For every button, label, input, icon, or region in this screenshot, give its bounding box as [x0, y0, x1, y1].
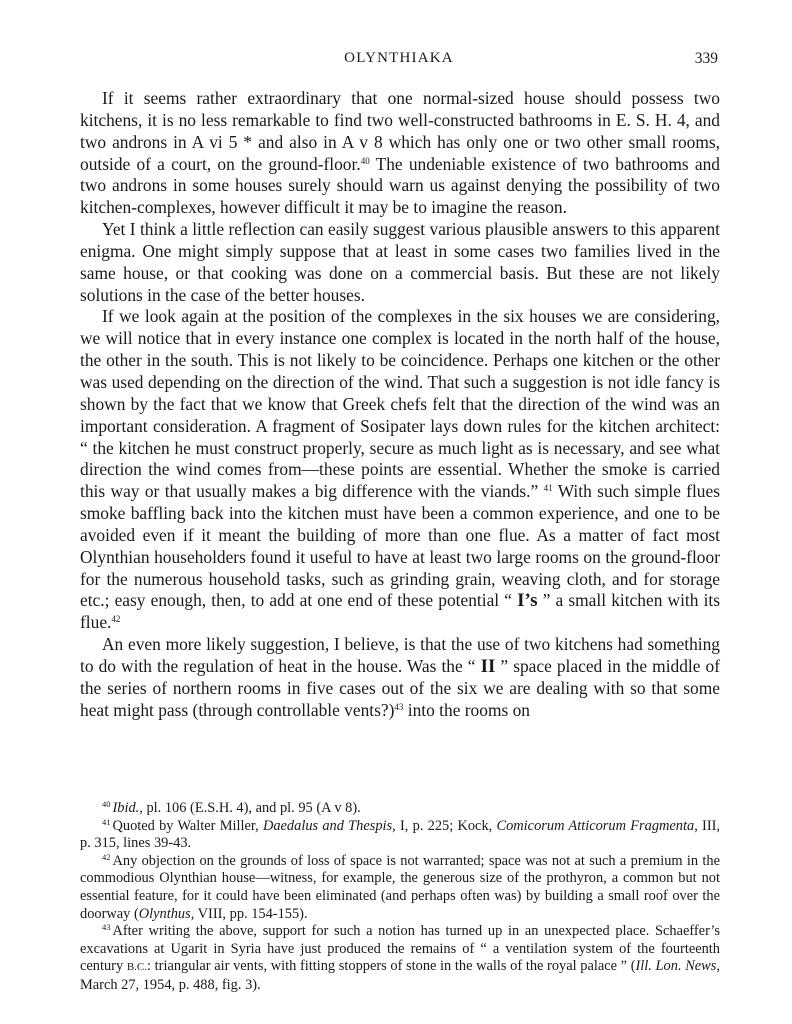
paragraph-4	[80, 634, 720, 721]
paragraph-1-end: The undeniable existence of two bathrooms and two androns in some houses surely should warn us against denying the possibility of two kitchen-complexes, however difficult it may be to imagine the reason.	[80, 153, 720, 218]
footnote-40	[80, 800, 720, 818]
footnote-40-text: , pl. 106 (E.S.H. 4), and pl. 95 (A v 8).	[139, 800, 361, 816]
footnote-43	[80, 923, 720, 994]
footnotes	[80, 800, 720, 995]
running-title: OLYNTHIAKA	[344, 50, 454, 66]
paragraph-2: Yet I think a little reflection can easily suggest various plausible answers to this apparent enigma. One might simply suppose that at least in some cases two families lived in the same house, or that cooking was done on a commercial basis. But these are not likely solutions in the case of the better houses.	[80, 219, 720, 305]
paragraph-3-mid: With such simple flues smoke baffling back into the kitchen must have been a common experience, and one to be avoided even if it meant the building of more than one flue. As a matter of fact most Olynthian householders found it useful to have at least two large rooms on the ground-floor for the numerous household tasks, such as grinding grain, weaving cloth, and for storage etc.; easy enough, then, to add at one end of these potential “	[80, 481, 720, 611]
paragraph-1	[80, 88, 720, 219]
footnote-41-number: 41	[102, 816, 111, 827]
footnote-ref-40: 40	[360, 155, 370, 166]
footnote-40-ibid: Ibid.	[112, 800, 140, 816]
footnote-43-text-a: After writing the above, support for such a notion has turned up in an unexpected place. Schaeffer’s excavations at Ugarit in Syria have just produced the remains of “ a ventilation system of the fourteenth century	[80, 923, 720, 975]
footnote-41-title-2: Comicorum Atticorum Fragmenta	[496, 817, 695, 834]
footnote-42-text-a: Any objection on the grounds of loss of space is not warranted; space was not at such a premium in the commodious Olynthian house—witness, for example, the generous size of the prothyron, a common but not essential feature, for it could have been eliminated (and perhaps often was) by building a small roof over the doorway (	[80, 852, 720, 922]
page-number: 339	[694, 50, 718, 67]
paragraph-3-text: If we look again at the position of the complexes in the six houses we are considering, we will notice that in every instance one complex is located in the north half of the house, the other in the south. This is not likely to be coincidence. Perhaps one kitchen or the other was used depending on the direction of the wind. That such a suggestion is not idle fancy is shown by the fact that we know that Greek chefs felt that the direction of the wind was an important consideration. A fragment of Sosipater lays down rules for the kitchen architect: “ the kitchen he must construct properly, secure as much light as is necessary, and see what direction the wind comes from—these points are essential. Whether the smoke is carried this way or that usually makes a big difference with the viands.”	[80, 306, 720, 502]
footnote-43-bc: B.C.	[126, 961, 147, 974]
footnote-ref-43: 43	[394, 701, 404, 712]
paragraph-4-text-a: An even more likely suggestion, I believe, is that the use of two kitchens had something to do with the regulation of heat in the house. Was the “	[80, 634, 720, 676]
main-text	[80, 88, 720, 721]
page-header	[80, 50, 718, 74]
footnote-42-title: Olynthus	[138, 905, 191, 922]
footnote-43-text-b: : triangular air vents, with fitting stoppers of stone in the walls of the royal palace ” (	[147, 958, 636, 975]
footnote-41	[80, 818, 720, 853]
footnote-ref-41: 41	[543, 483, 553, 494]
footnote-43-text-c: , March 27, 1954, p. 488, fig. 3).	[80, 958, 720, 993]
paragraph-4-text-c: into the rooms on	[407, 699, 530, 720]
footnote-43-title: Ill. Lon. News	[635, 958, 717, 975]
letter-ii: II	[480, 655, 496, 677]
footnote-42	[80, 853, 720, 923]
footnote-40-number: 40	[102, 799, 111, 809]
footnote-41-text-c: , III, p. 315, lines 39-43.	[80, 817, 720, 852]
footnote-43-number: 43	[102, 922, 111, 933]
footnote-41-title-1: Daedalus and Thespis	[262, 817, 393, 834]
paragraph-1-text: If it seems rather extraordinary that one normal-sized house should possess two kitchens, it is no less remarkable to find two well-constructed bathrooms in E. S. H. 4, and two androns in A vi 5 * and also in A v 8 which has only one or two other small rooms, outside of a court, on the ground-floor.	[80, 88, 720, 174]
footnote-41-text-b: , I, p. 225; Kock,	[392, 817, 493, 834]
footnote-41-text-a: Quoted by Walter Miller,	[112, 817, 259, 834]
footnote-42-number: 42	[102, 851, 111, 862]
footnote-42-text-b: , VIII, pp. 154-155).	[190, 905, 308, 922]
paragraph-3	[80, 306, 720, 634]
letter-i-plural: I’s	[517, 590, 538, 612]
footnote-ref-42: 42	[111, 614, 121, 625]
paragraph-4-text-b: ” space placed in the middle of the series of northern rooms in five cases out of the six we are dealing with so that some heat might pass (through controllable vents?)	[80, 655, 720, 720]
paragraph-3-tail: ” a small kitchen with its flue.	[80, 590, 721, 633]
